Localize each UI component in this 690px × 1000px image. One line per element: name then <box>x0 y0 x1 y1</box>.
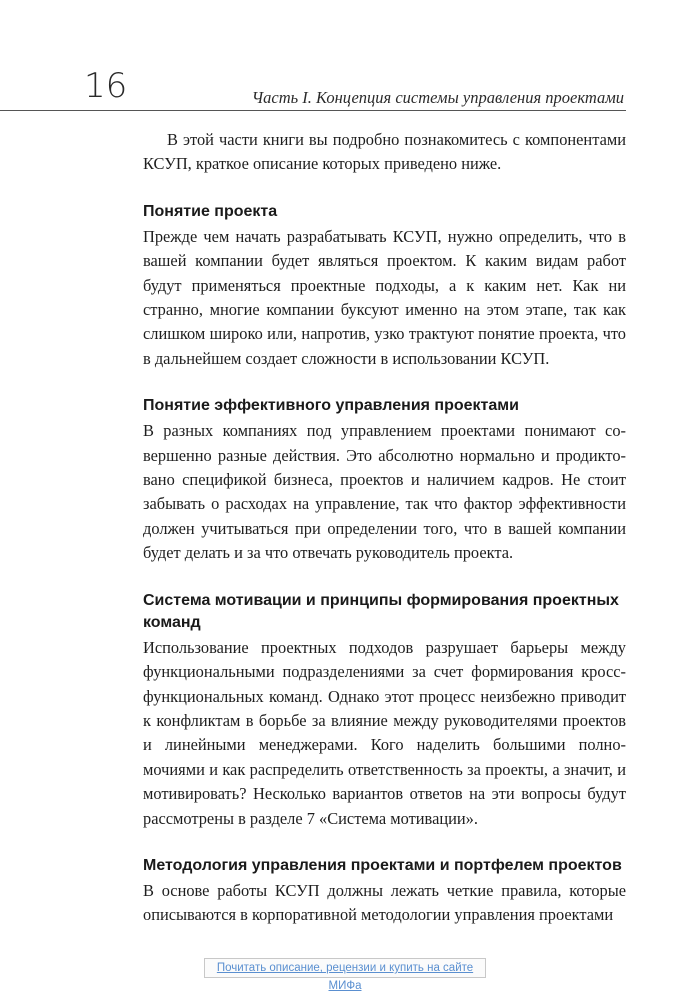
section-motivation-system <box>143 590 626 831</box>
running-title: Часть I. Концепция системы управления проектами <box>251 88 624 107</box>
section-paragraph: В основе работы КСУП должны лежать четкие правила, которые описываются в корпоративной методологии управления проектами <box>143 880 626 925</box>
section-paragraph: В разных компаниях под управлением проектами понимают совершенно разные действия. Это абсолютно нормально и продиктовано спецификой бизнеса, проектов и наличием кадров. Не стоит забывать о расходах на управление, так что фактор эффективности должен учитываться при определении того, что в вашей компании будет делать и за что отвечать руководитель проекта. <box>143 421 626 563</box>
section-paragraph: Использование проектных подходов разрушает барьеры между функциональными подразделениями за счет формирования кросс-функциональных команд. Однако этот процесс неизбежно приводит к конфликтам в борьбе за влияние между руководителями проектов и линейными менеджерами. Кого наделить большими полномочиями и как распределить ответственность за проекты, а значит, и мотивировать? Несколько вариантов ответов на эти вопросы будут рассмотрены в разделе 7 «Система мотивации». <box>143 637 626 828</box>
section-heading: Понятие проекта <box>143 202 278 220</box>
section-methodology <box>143 855 626 928</box>
section-heading: Система мотивации и принципы формирования проектных команд <box>143 591 619 631</box>
buy-book-link[interactable]: Почитать описание, рецензии и купить на сайте МИФа <box>204 958 486 978</box>
page-body <box>143 128 626 928</box>
section-paragraph: Прежде чем начать разрабатывать КСУП, нужно определить, что в вашей компании будет являться проектом. К каким видам работ будут применяться проектные подходы, а к каким нет. Как ни странно, многие компании буксуют именно на этом этапе, так как слишком широко или, напротив, узко трактуют понятие проекта, что в дальнейшем создает сложности в использовании КСУП. <box>143 226 626 368</box>
section-effective-management <box>143 395 626 565</box>
header-rule <box>0 110 626 111</box>
section-heading: Понятие эффективного управления проектами <box>143 397 519 415</box>
page-number: 16 <box>84 66 128 106</box>
intro-paragraph: В этой части книги вы подробно познакомитесь с компонентами КСУП, краткое описание которых приведено ниже. <box>143 130 626 174</box>
section-project-concept <box>143 201 626 371</box>
section-heading: Методология управления проектами и портфелем проектов <box>143 856 622 874</box>
